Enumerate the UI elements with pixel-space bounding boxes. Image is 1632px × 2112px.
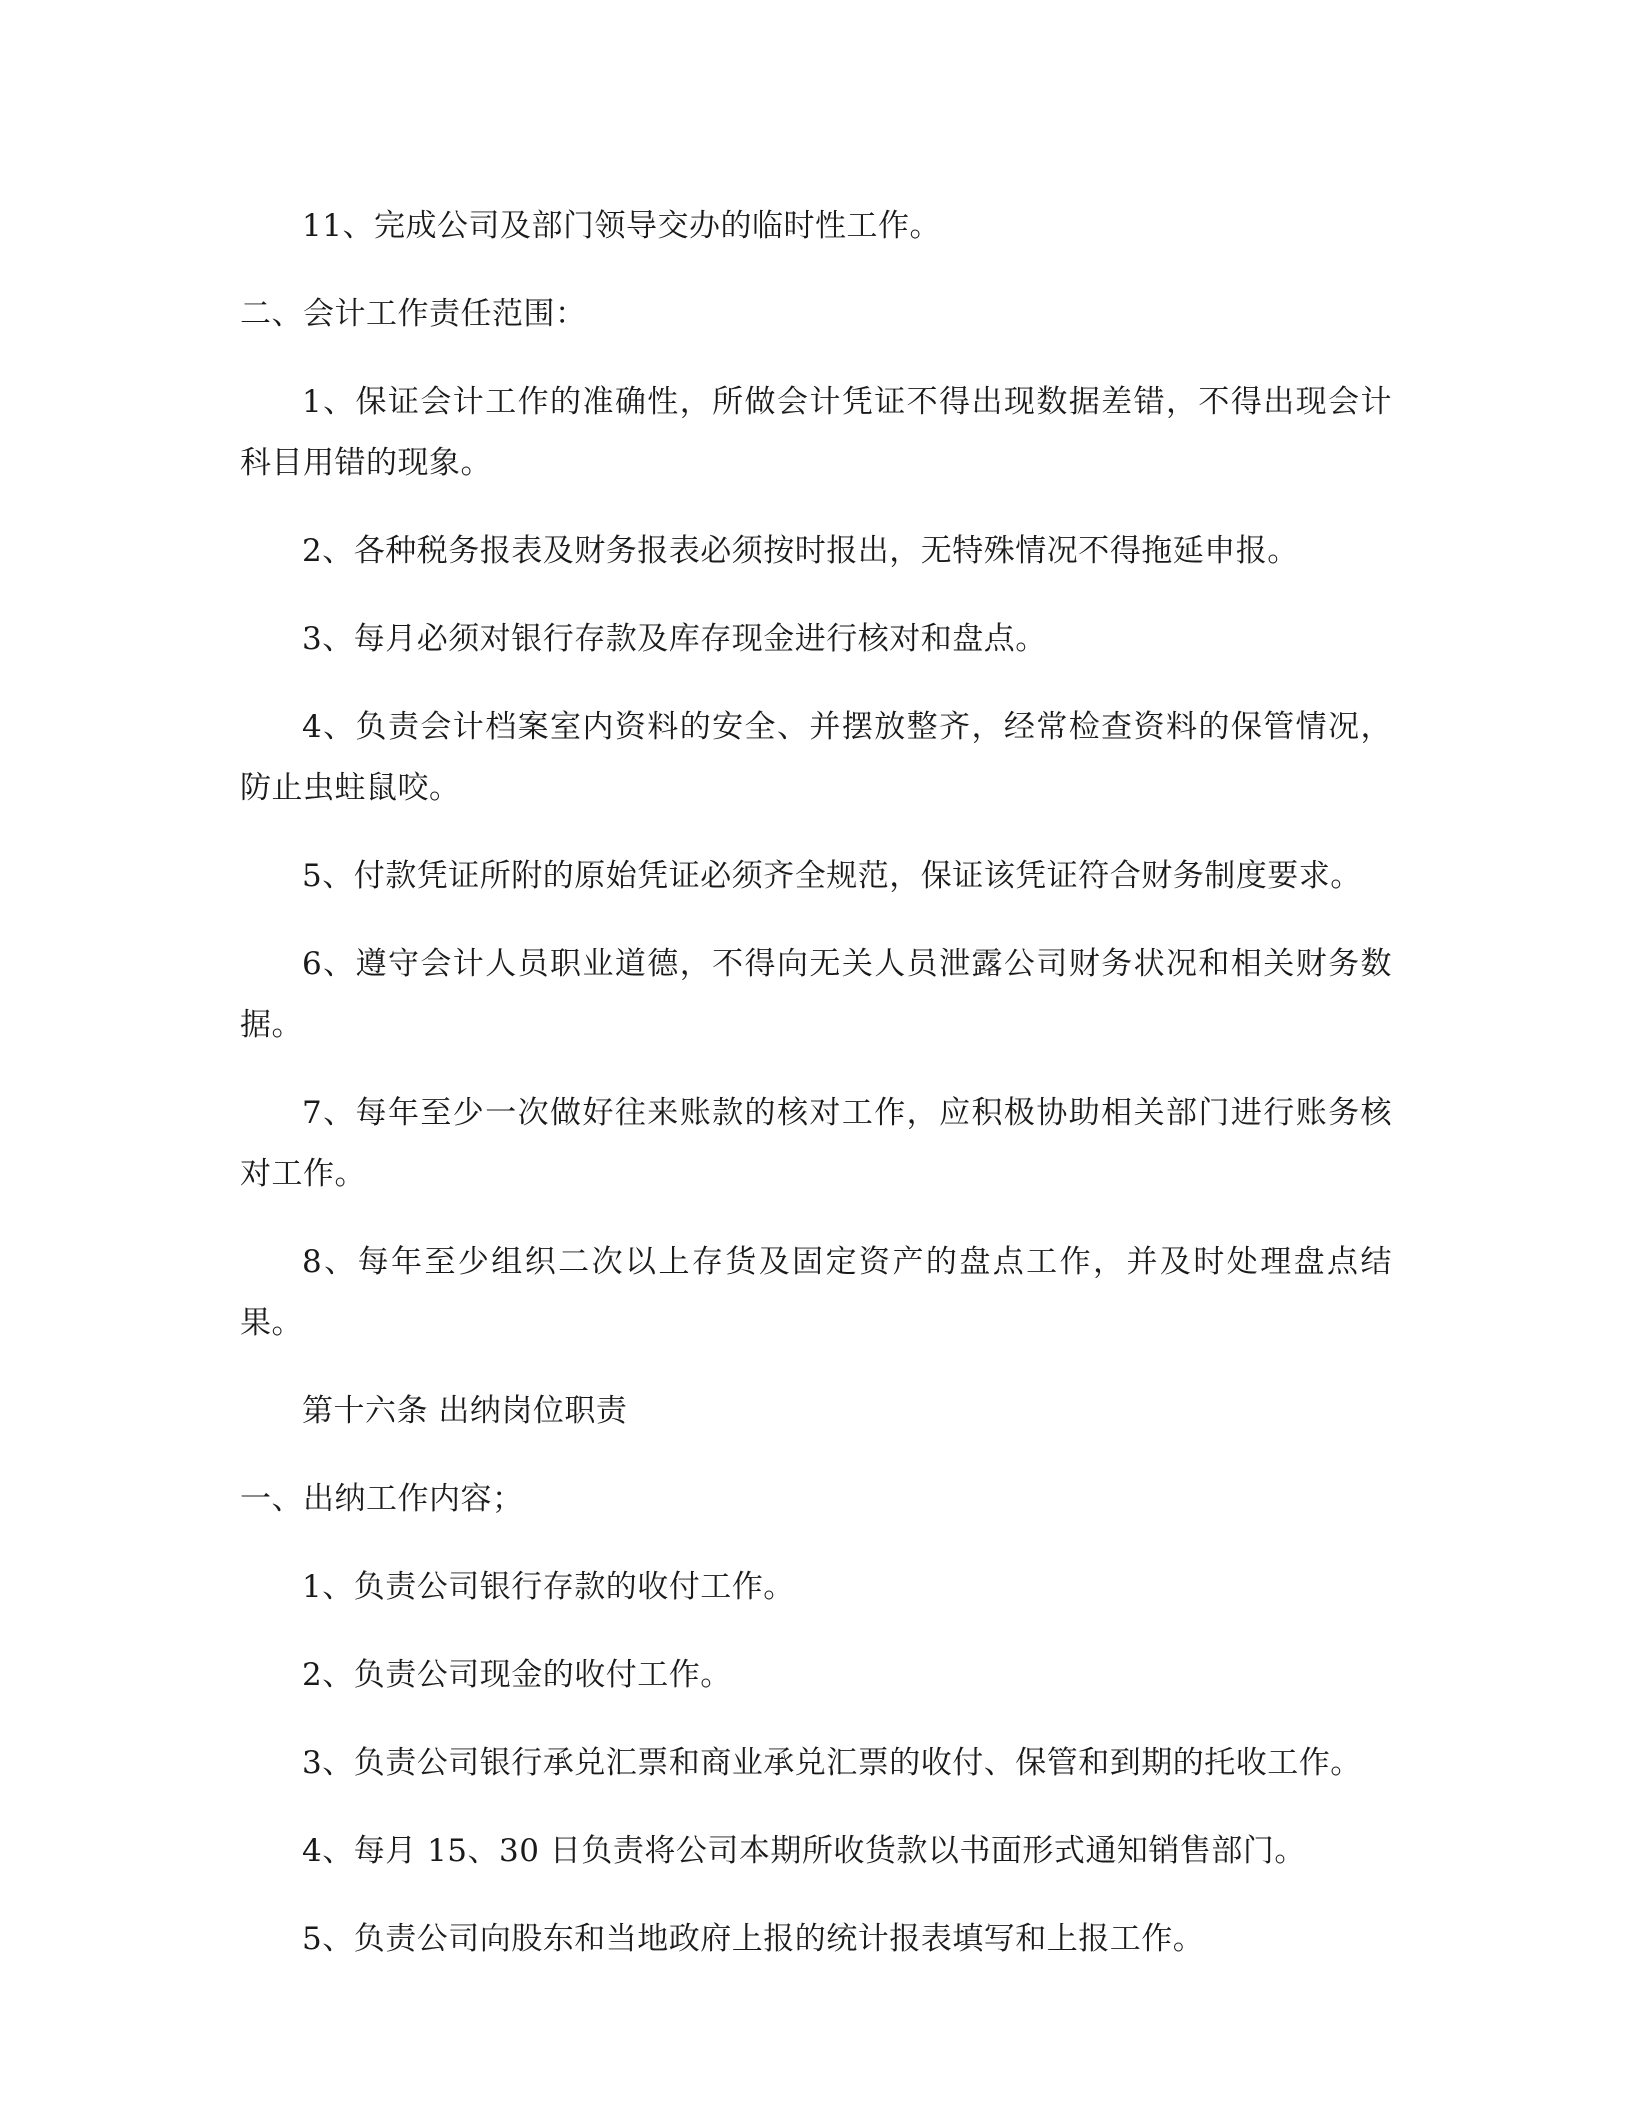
paragraph-acceptance-bills: 3、负责公司银行承兑汇票和商业承兑汇票的收付、保管和到期的托收工作。	[302, 1745, 1362, 1781]
paragraph-statistical-reports: 5、负责公司向股东和当地政府上报的统计报表填写和上报工作。	[302, 1921, 1205, 1957]
paragraph-accuracy: 1、保证会计工作的准确性，所做会计凭证不得出现数据差错，不得出现会计科目用错的现象。	[240, 384, 1392, 481]
section-heading-accounting-responsibility: 二、会计工作责任范围：	[240, 296, 587, 332]
paragraph-bank-deposits: 1、负责公司银行存款的收付工作。	[302, 1569, 795, 1605]
paragraph-sales-notification: 4、每月 15、30 日负责将公司本期所收货款以书面形式通知销售部门。	[302, 1833, 1306, 1869]
section-heading-cashier-work: 一、出纳工作内容；	[240, 1481, 524, 1517]
paragraph-reports-on-time: 2、各种税务报表及财务报表必须按时报出，无特殊情况不得拖延申报。	[302, 533, 1299, 569]
paragraph-cash-handling: 2、负责公司现金的收付工作。	[302, 1657, 732, 1693]
paragraph-payment-vouchers: 5、付款凭证所附的原始凭证必须齐全规范，保证该凭证符合财务制度要求。	[302, 858, 1362, 894]
paragraph-annual-account-check: 7、每年至少一次做好往来账款的核对工作，应积极协助相关部门进行账务核对工作。	[240, 1095, 1392, 1192]
paragraph-professional-ethics: 6、遵守会计人员职业道德，不得向无关人员泄露公司财务状况和相关财务数据。	[240, 946, 1392, 1043]
paragraph-item-11: 11、完成公司及部门领导交办的临时性工作。	[302, 208, 941, 244]
paragraph-inventory-count: 8、每年至少组织二次以上存货及固定资产的盘点工作，并及时处理盘点结果。	[240, 1244, 1392, 1341]
article-heading-cashier: 第十六条 出纳岗位职责	[302, 1393, 628, 1429]
paragraph-monthly-reconciliation: 3、每月必须对银行存款及库存现金进行核对和盘点。	[302, 621, 1047, 657]
paragraph-archive-safety: 4、负责会计档案室内资料的安全、并摆放整齐，经常检查资料的保管情况，防止虫蛀鼠咬。	[240, 709, 1392, 806]
document-page	[240, 196, 1392, 1997]
